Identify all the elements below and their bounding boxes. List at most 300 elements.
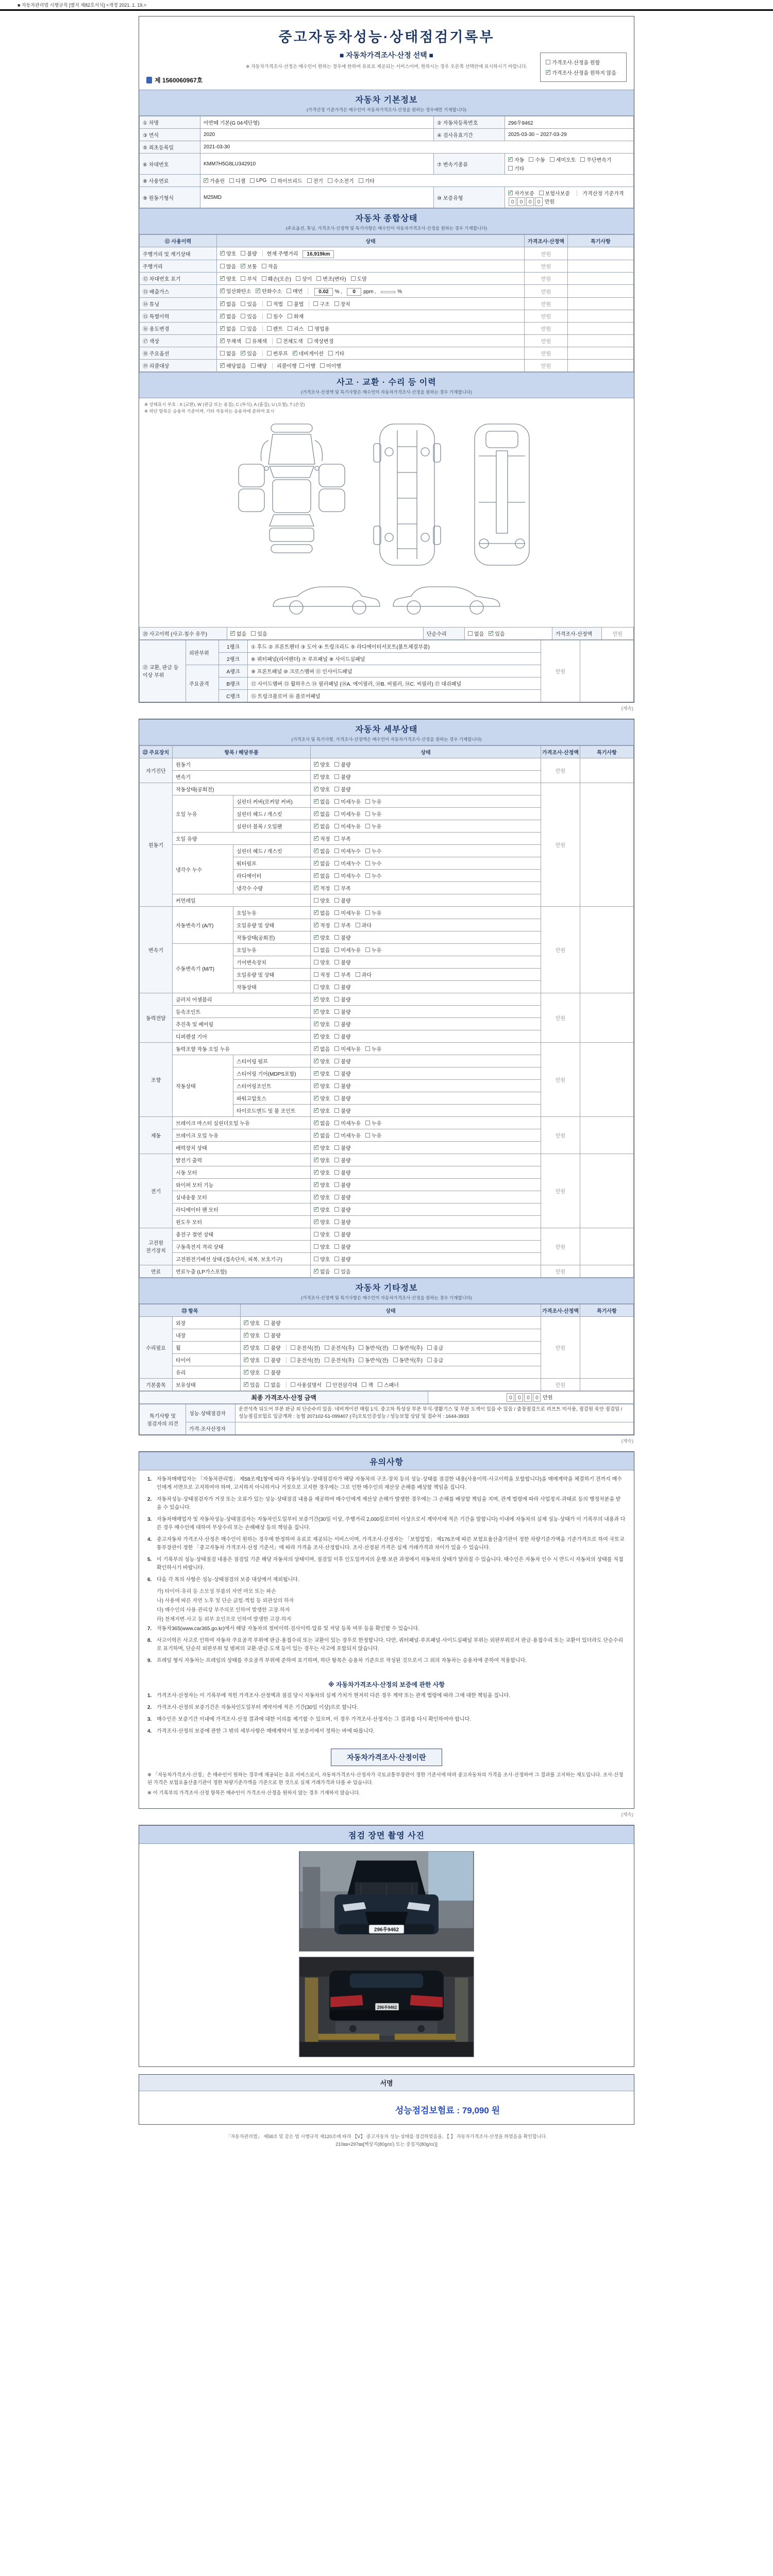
unchecked-checkbox[interactable] xyxy=(334,1133,339,1138)
checked-checkbox[interactable] xyxy=(314,1096,318,1100)
checkbox-option[interactable] xyxy=(334,810,361,818)
checkbox-option[interactable] xyxy=(365,1045,381,1053)
checkbox-option[interactable] xyxy=(277,337,303,345)
unchecked-checkbox[interactable] xyxy=(241,301,245,306)
unchecked-checkbox[interactable] xyxy=(334,1022,339,1026)
checkbox-option[interactable] xyxy=(307,177,323,184)
unchecked-checkbox[interactable] xyxy=(288,314,292,318)
unchecked-checkbox[interactable] xyxy=(277,338,281,343)
checkbox-option[interactable] xyxy=(314,1144,330,1151)
checkbox-option[interactable] xyxy=(314,1206,330,1213)
checked-checkbox[interactable] xyxy=(241,351,245,355)
checked-checkbox[interactable] xyxy=(244,1320,248,1325)
unchecked-checkbox[interactable] xyxy=(241,314,245,318)
checked-checkbox[interactable] xyxy=(314,811,318,816)
unchecked-checkbox[interactable] xyxy=(529,157,533,162)
unchecked-checkbox[interactable] xyxy=(393,1358,398,1362)
checked-checkbox[interactable] xyxy=(314,762,318,767)
checked-checkbox[interactable] xyxy=(244,1382,248,1387)
checkbox-option[interactable] xyxy=(314,1193,330,1201)
unchecked-checkbox[interactable] xyxy=(291,1358,295,1362)
checkbox-option[interactable] xyxy=(320,362,341,369)
checkbox-option[interactable] xyxy=(334,1144,350,1151)
checked-checkbox[interactable] xyxy=(314,873,318,878)
checkbox-option[interactable] xyxy=(334,835,350,842)
unchecked-checkbox[interactable] xyxy=(241,276,245,281)
checked-checkbox[interactable] xyxy=(508,191,513,195)
checkbox-option[interactable] xyxy=(468,630,484,637)
checked-checkbox[interactable] xyxy=(508,157,513,162)
unchecked-checkbox[interactable] xyxy=(334,898,339,903)
checked-checkbox[interactable] xyxy=(314,1269,318,1274)
checkbox-option[interactable] xyxy=(220,362,246,369)
unchecked-checkbox[interactable] xyxy=(267,314,272,318)
checkbox-option[interactable] xyxy=(314,1243,330,1250)
checked-checkbox[interactable] xyxy=(220,289,225,293)
checkbox-option[interactable] xyxy=(365,822,381,830)
unchecked-checkbox[interactable] xyxy=(271,178,276,183)
checkbox-option[interactable] xyxy=(314,760,330,768)
checked-checkbox[interactable] xyxy=(314,824,318,828)
checkbox-option[interactable] xyxy=(314,1008,330,1015)
checkbox-option[interactable] xyxy=(291,1356,320,1364)
checkbox-option[interactable] xyxy=(314,859,330,867)
checked-checkbox[interactable] xyxy=(314,910,318,915)
unchecked-checkbox[interactable] xyxy=(264,1345,269,1350)
checkbox-option[interactable] xyxy=(334,1119,361,1127)
checkbox-option[interactable] xyxy=(220,275,236,282)
checked-checkbox[interactable] xyxy=(314,787,318,791)
unchecked-checkbox[interactable] xyxy=(314,947,318,952)
checkbox-option[interactable] xyxy=(334,1267,350,1275)
unchecked-checkbox[interactable] xyxy=(356,923,360,927)
checkbox-option[interactable] xyxy=(334,785,350,793)
unchecked-checkbox[interactable] xyxy=(334,1269,339,1274)
checkbox-option[interactable] xyxy=(220,249,236,257)
unchecked-checkbox[interactable] xyxy=(365,1121,370,1125)
unchecked-checkbox[interactable] xyxy=(220,351,225,355)
unchecked-checkbox[interactable] xyxy=(365,910,370,915)
checked-checkbox[interactable] xyxy=(314,1083,318,1088)
checkbox-option[interactable] xyxy=(314,1131,330,1139)
checkbox-option[interactable] xyxy=(256,287,282,295)
checkbox-option[interactable] xyxy=(220,300,236,308)
unchecked-checkbox[interactable] xyxy=(264,1382,269,1387)
checkbox-option[interactable] xyxy=(250,178,266,183)
checkbox-option[interactable] xyxy=(334,1218,350,1226)
checkbox-option[interactable] xyxy=(262,262,278,270)
unchecked-checkbox[interactable] xyxy=(220,264,225,268)
unchecked-checkbox[interactable] xyxy=(288,326,292,331)
unchecked-checkbox[interactable] xyxy=(351,276,356,281)
checked-checkbox[interactable] xyxy=(314,886,318,890)
checkbox-option[interactable] xyxy=(334,1070,350,1077)
checkbox-option[interactable] xyxy=(291,1381,322,1388)
unchecked-checkbox[interactable] xyxy=(314,972,318,977)
checked-checkbox[interactable] xyxy=(241,264,245,268)
checkbox-option[interactable] xyxy=(314,822,330,830)
unchecked-checkbox[interactable] xyxy=(334,774,339,779)
checkbox-option[interactable] xyxy=(244,1368,260,1376)
unchecked-checkbox[interactable] xyxy=(365,861,370,866)
checkbox-option[interactable] xyxy=(326,1381,357,1388)
checked-checkbox[interactable] xyxy=(244,1345,248,1350)
unchecked-checkbox[interactable] xyxy=(362,1382,366,1387)
checkbox-option[interactable] xyxy=(241,349,257,357)
checkbox-option[interactable] xyxy=(546,58,600,66)
checkbox-option[interactable] xyxy=(314,810,330,818)
checkbox-option[interactable] xyxy=(308,325,329,332)
checkbox-option[interactable] xyxy=(550,156,576,163)
unchecked-checkbox[interactable] xyxy=(365,1133,370,1138)
checked-checkbox[interactable] xyxy=(546,70,550,75)
unchecked-checkbox[interactable] xyxy=(264,1358,269,1362)
unchecked-checkbox[interactable] xyxy=(264,1370,269,1375)
unchecked-checkbox[interactable] xyxy=(334,886,339,890)
checkbox-option[interactable] xyxy=(546,69,616,76)
checkbox-option[interactable] xyxy=(314,1045,330,1053)
appraisal-choice-row[interactable] xyxy=(546,68,621,77)
checkbox-option[interactable] xyxy=(334,1131,361,1139)
unchecked-checkbox[interactable] xyxy=(334,811,339,816)
unchecked-checkbox[interactable] xyxy=(334,1244,339,1249)
checked-checkbox[interactable] xyxy=(314,1170,318,1175)
checkbox-option[interactable] xyxy=(314,1168,330,1176)
unchecked-checkbox[interactable] xyxy=(334,910,339,915)
checkbox-option[interactable] xyxy=(334,300,350,308)
checkbox-option[interactable] xyxy=(271,177,302,184)
unchecked-checkbox[interactable] xyxy=(550,157,554,162)
unchecked-checkbox[interactable] xyxy=(334,1232,339,1236)
checked-checkbox[interactable] xyxy=(314,1071,318,1076)
unchecked-checkbox[interactable] xyxy=(267,301,272,306)
checkbox-option[interactable] xyxy=(334,909,361,917)
checkbox-option[interactable] xyxy=(293,349,324,357)
checked-checkbox[interactable] xyxy=(220,276,225,281)
unchecked-checkbox[interactable] xyxy=(334,836,339,841)
checkbox-option[interactable] xyxy=(314,773,330,781)
checked-checkbox[interactable] xyxy=(314,1195,318,1199)
checkbox-option[interactable] xyxy=(314,785,330,793)
checkbox-option[interactable] xyxy=(316,275,346,282)
checkbox-option[interactable] xyxy=(334,1181,350,1189)
checkbox-option[interactable] xyxy=(365,859,381,867)
checked-checkbox[interactable] xyxy=(220,251,225,256)
unchecked-checkbox[interactable] xyxy=(287,289,291,293)
checked-checkbox[interactable] xyxy=(314,1022,318,1026)
checkbox-option[interactable] xyxy=(325,1356,354,1364)
checkbox-option[interactable] xyxy=(334,1045,361,1053)
checkbox-option[interactable] xyxy=(365,847,381,855)
unchecked-checkbox[interactable] xyxy=(539,191,544,195)
unchecked-checkbox[interactable] xyxy=(334,849,339,853)
checkbox-option[interactable] xyxy=(296,275,312,282)
checkbox-option[interactable] xyxy=(314,983,330,991)
checkbox-option[interactable] xyxy=(299,362,315,369)
unchecked-checkbox[interactable] xyxy=(334,947,339,952)
checkbox-option[interactable] xyxy=(267,325,283,332)
checked-checkbox[interactable] xyxy=(314,774,318,779)
checkbox-option[interactable] xyxy=(334,1243,350,1250)
checkbox-option[interactable] xyxy=(314,798,330,805)
checked-checkbox[interactable] xyxy=(314,1121,318,1125)
checked-checkbox[interactable] xyxy=(244,1358,248,1362)
checkbox-option[interactable] xyxy=(427,1356,443,1364)
checked-checkbox[interactable] xyxy=(314,836,318,841)
unchecked-checkbox[interactable] xyxy=(334,1083,339,1088)
checked-checkbox[interactable] xyxy=(314,1059,318,1063)
checkbox-option[interactable] xyxy=(314,1107,330,1114)
checkbox-option[interactable] xyxy=(529,156,545,163)
unchecked-checkbox[interactable] xyxy=(468,631,473,636)
unchecked-checkbox[interactable] xyxy=(359,1358,363,1362)
checkbox-option[interactable] xyxy=(314,1119,330,1127)
checked-checkbox[interactable] xyxy=(314,849,318,853)
checkbox-option[interactable] xyxy=(334,773,350,781)
checkbox-option[interactable] xyxy=(314,847,330,855)
unchecked-checkbox[interactable] xyxy=(334,1257,339,1261)
unchecked-checkbox[interactable] xyxy=(314,898,318,903)
checkbox-option[interactable] xyxy=(262,275,291,282)
checkbox-option[interactable] xyxy=(288,312,304,320)
unchecked-checkbox[interactable] xyxy=(251,363,256,368)
checkbox-option[interactable] xyxy=(314,1020,330,1028)
unchecked-checkbox[interactable] xyxy=(314,985,318,989)
checked-checkbox[interactable] xyxy=(220,363,225,368)
checkbox-option[interactable] xyxy=(365,1119,381,1127)
checkbox-option[interactable] xyxy=(246,337,267,345)
checkbox-option[interactable] xyxy=(229,177,245,184)
unchecked-checkbox[interactable] xyxy=(427,1345,432,1350)
checkbox-option[interactable] xyxy=(288,325,304,332)
checkbox-option[interactable] xyxy=(334,1057,350,1065)
checkbox-option[interactable] xyxy=(359,177,375,184)
checked-checkbox[interactable] xyxy=(314,1182,318,1187)
unchecked-checkbox[interactable] xyxy=(334,960,339,964)
unchecked-checkbox[interactable] xyxy=(299,363,304,368)
checked-checkbox[interactable] xyxy=(314,861,318,866)
unchecked-checkbox[interactable] xyxy=(334,1034,339,1039)
unchecked-checkbox[interactable] xyxy=(356,972,360,977)
unchecked-checkbox[interactable] xyxy=(313,301,318,306)
checkbox-option[interactable] xyxy=(334,1193,350,1201)
checked-checkbox[interactable] xyxy=(314,1158,318,1162)
checked-checkbox[interactable] xyxy=(314,1108,318,1113)
checkbox-option[interactable] xyxy=(244,1381,260,1388)
checkbox-option[interactable] xyxy=(264,1331,280,1339)
checkbox-option[interactable] xyxy=(314,1267,330,1275)
checkbox-option[interactable] xyxy=(314,1057,330,1065)
checkbox-option[interactable] xyxy=(427,1344,443,1351)
checkbox-option[interactable] xyxy=(241,262,257,270)
unchecked-checkbox[interactable] xyxy=(334,1195,339,1199)
unchecked-checkbox[interactable] xyxy=(307,178,312,183)
unchecked-checkbox[interactable] xyxy=(334,1059,339,1063)
unchecked-checkbox[interactable] xyxy=(365,849,370,853)
checkbox-option[interactable] xyxy=(362,1381,373,1388)
checked-checkbox[interactable] xyxy=(314,799,318,804)
unchecked-checkbox[interactable] xyxy=(314,1257,318,1261)
checkbox-option[interactable] xyxy=(334,1094,350,1102)
checked-checkbox[interactable] xyxy=(314,1145,318,1150)
checkbox-option[interactable] xyxy=(264,1368,280,1376)
checkbox-option[interactable] xyxy=(365,1131,381,1139)
unchecked-checkbox[interactable] xyxy=(359,178,363,183)
checkbox-option[interactable] xyxy=(334,934,350,941)
checkbox-option[interactable] xyxy=(378,1381,399,1388)
unchecked-checkbox[interactable] xyxy=(262,264,266,268)
unchecked-checkbox[interactable] xyxy=(334,1096,339,1100)
checkbox-option[interactable] xyxy=(334,847,361,855)
checked-checkbox[interactable] xyxy=(314,1009,318,1014)
checkbox-option[interactable] xyxy=(220,325,236,332)
checkbox-option[interactable] xyxy=(365,909,381,917)
checkbox-option[interactable] xyxy=(359,1344,388,1351)
checkbox-option[interactable] xyxy=(489,630,505,637)
unchecked-checkbox[interactable] xyxy=(508,166,513,171)
unchecked-checkbox[interactable] xyxy=(264,1320,269,1325)
unchecked-checkbox[interactable] xyxy=(365,1046,370,1051)
checkbox-option[interactable] xyxy=(314,909,330,917)
checkbox-option[interactable] xyxy=(359,1356,388,1364)
checked-checkbox[interactable] xyxy=(293,351,297,355)
unchecked-checkbox[interactable] xyxy=(334,1071,339,1076)
unchecked-checkbox[interactable] xyxy=(334,1158,339,1162)
checkbox-option[interactable] xyxy=(334,872,361,879)
checked-checkbox[interactable] xyxy=(314,1046,318,1051)
unchecked-checkbox[interactable] xyxy=(250,178,255,183)
checkbox-option[interactable] xyxy=(508,189,534,197)
unchecked-checkbox[interactable] xyxy=(359,1345,363,1350)
checkbox-option[interactable] xyxy=(314,958,330,966)
checkbox-option[interactable] xyxy=(334,995,350,1003)
unchecked-checkbox[interactable] xyxy=(365,947,370,952)
unchecked-checkbox[interactable] xyxy=(334,824,339,828)
unchecked-checkbox[interactable] xyxy=(328,351,333,355)
unchecked-checkbox[interactable] xyxy=(365,873,370,878)
checkbox-option[interactable] xyxy=(334,1008,350,1015)
unchecked-checkbox[interactable] xyxy=(328,178,332,183)
checkbox-option[interactable] xyxy=(334,1082,350,1090)
checkbox-option[interactable] xyxy=(251,362,267,369)
checked-checkbox[interactable] xyxy=(314,1207,318,1212)
checked-checkbox[interactable] xyxy=(220,301,225,306)
checkbox-option[interactable] xyxy=(220,337,241,345)
unchecked-checkbox[interactable] xyxy=(320,363,325,368)
unchecked-checkbox[interactable] xyxy=(334,972,339,977)
unchecked-checkbox[interactable] xyxy=(334,1009,339,1014)
unchecked-checkbox[interactable] xyxy=(334,762,339,767)
unchecked-checkbox[interactable] xyxy=(326,1382,331,1387)
checkbox-option[interactable] xyxy=(244,1331,260,1339)
unchecked-checkbox[interactable] xyxy=(264,1333,269,1337)
checkbox-option[interactable] xyxy=(251,630,267,637)
unchecked-checkbox[interactable] xyxy=(365,811,370,816)
checkbox-option[interactable] xyxy=(365,872,381,879)
checked-checkbox[interactable] xyxy=(220,338,225,343)
checkbox-option[interactable] xyxy=(314,1032,330,1040)
checkbox-option[interactable] xyxy=(508,156,524,163)
checkbox-option[interactable] xyxy=(314,1070,330,1077)
checkbox-option[interactable] xyxy=(267,349,288,357)
checked-checkbox[interactable] xyxy=(256,289,260,293)
checkbox-option[interactable] xyxy=(314,921,330,929)
unchecked-checkbox[interactable] xyxy=(365,824,370,828)
checkbox-option[interactable] xyxy=(267,312,283,320)
checkbox-option[interactable] xyxy=(241,275,257,282)
checked-checkbox[interactable] xyxy=(489,631,493,636)
checked-checkbox[interactable] xyxy=(314,1034,318,1039)
checkbox-option[interactable] xyxy=(313,300,329,308)
checkbox-option[interactable] xyxy=(314,1255,330,1263)
checkbox-option[interactable] xyxy=(328,349,344,357)
unchecked-checkbox[interactable] xyxy=(241,251,245,256)
checked-checkbox[interactable] xyxy=(220,326,225,331)
checkbox-option[interactable] xyxy=(334,958,350,966)
checkbox-option[interactable] xyxy=(314,1218,330,1226)
checkbox-option[interactable] xyxy=(241,249,257,257)
checkbox-option[interactable] xyxy=(334,983,350,991)
checkbox-option[interactable] xyxy=(334,1156,350,1164)
unchecked-checkbox[interactable] xyxy=(427,1358,432,1362)
unchecked-checkbox[interactable] xyxy=(546,60,550,64)
unchecked-checkbox[interactable] xyxy=(334,985,339,989)
unchecked-checkbox[interactable] xyxy=(334,923,339,927)
checked-checkbox[interactable] xyxy=(220,314,225,318)
checkbox-option[interactable] xyxy=(314,896,330,904)
unchecked-checkbox[interactable] xyxy=(334,861,339,866)
unchecked-checkbox[interactable] xyxy=(580,157,585,162)
checkbox-option[interactable] xyxy=(365,946,381,954)
checkbox-option[interactable] xyxy=(334,884,350,892)
unchecked-checkbox[interactable] xyxy=(334,301,339,306)
unchecked-checkbox[interactable] xyxy=(308,326,313,331)
checkbox-option[interactable] xyxy=(334,798,361,805)
checked-checkbox[interactable] xyxy=(244,1333,248,1337)
checkbox-option[interactable] xyxy=(334,1107,350,1114)
checkbox-option[interactable] xyxy=(334,971,350,978)
checkbox-option[interactable] xyxy=(220,349,236,357)
checkbox-option[interactable] xyxy=(220,287,251,295)
checkbox-option[interactable] xyxy=(314,971,330,978)
unchecked-checkbox[interactable] xyxy=(296,276,300,281)
checkbox-option[interactable] xyxy=(264,1344,280,1351)
checked-checkbox[interactable] xyxy=(314,997,318,1002)
checkbox-option[interactable] xyxy=(264,1381,280,1388)
checkbox-option[interactable] xyxy=(291,1344,320,1351)
checkbox-option[interactable] xyxy=(308,337,334,345)
checkbox-option[interactable] xyxy=(220,262,236,270)
checked-checkbox[interactable] xyxy=(314,923,318,927)
checked-checkbox[interactable] xyxy=(314,935,318,940)
unchecked-checkbox[interactable] xyxy=(314,1244,318,1249)
checkbox-option[interactable] xyxy=(314,934,330,941)
checkbox-option[interactable] xyxy=(356,971,372,978)
unchecked-checkbox[interactable] xyxy=(393,1345,398,1350)
checkbox-option[interactable] xyxy=(230,630,246,637)
checkbox-option[interactable] xyxy=(264,1356,280,1364)
checkbox-option[interactable] xyxy=(539,189,570,197)
unchecked-checkbox[interactable] xyxy=(241,326,245,331)
signature-area[interactable] xyxy=(139,2091,634,2124)
checkbox-option[interactable] xyxy=(241,300,257,308)
checkbox-option[interactable] xyxy=(314,1230,330,1238)
checkbox-option[interactable] xyxy=(334,946,361,954)
unchecked-checkbox[interactable] xyxy=(334,799,339,804)
checkbox-option[interactable] xyxy=(356,921,372,929)
checkbox-option[interactable] xyxy=(334,1020,350,1028)
checkbox-option[interactable] xyxy=(334,760,350,768)
